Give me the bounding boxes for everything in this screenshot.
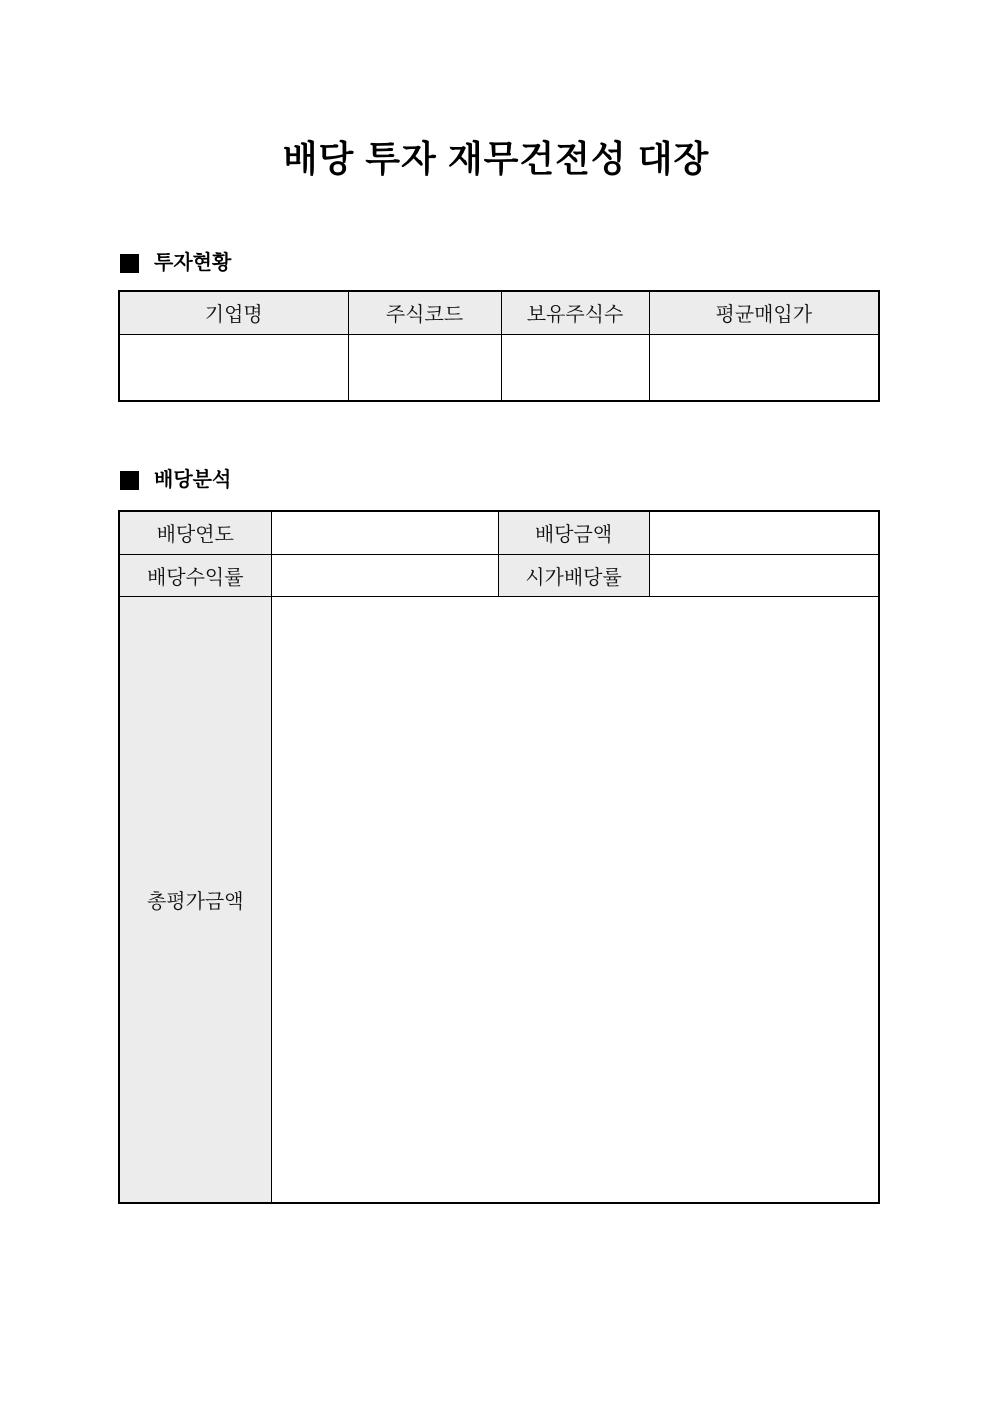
dividend-amount-label: 배당금액 xyxy=(498,511,649,554)
section-heading-investment-label: 투자현황 xyxy=(154,252,232,274)
column-header-shares-held: 보유주식수 xyxy=(501,291,649,334)
column-header-stock-code: 주식코드 xyxy=(348,291,501,334)
square-bullet-icon xyxy=(120,254,139,273)
column-header-company-name: 기업명 xyxy=(119,291,348,334)
column-header-avg-purchase-price: 평균매입가 xyxy=(649,291,879,334)
market-dividend-rate-cell xyxy=(649,554,879,596)
company-name-cell xyxy=(119,334,348,401)
shares-held-cell xyxy=(501,334,649,401)
table-row xyxy=(119,596,879,1203)
market-dividend-rate-label: 시가배당률 xyxy=(498,554,649,596)
dividend-yield-label: 배당수익률 xyxy=(119,554,271,596)
dividend-year-label: 배당연도 xyxy=(119,511,271,554)
avg-purchase-price-cell xyxy=(649,334,879,401)
section-heading-investment xyxy=(120,253,231,273)
dividend-year-cell xyxy=(271,511,498,554)
section-heading-dividend xyxy=(120,470,231,490)
total-valuation-cell xyxy=(271,596,879,1203)
dividend-yield-cell xyxy=(271,554,498,596)
dividend-analysis-table xyxy=(118,510,880,1204)
dividend-amount-cell xyxy=(649,511,879,554)
table-header-row xyxy=(119,291,879,334)
investment-status-table xyxy=(118,290,880,402)
page-title: 배당 투자 재무건전성 대장 xyxy=(282,138,710,179)
table-row xyxy=(119,334,879,401)
stock-code-cell xyxy=(348,334,501,401)
table-row xyxy=(119,554,879,596)
square-bullet-icon xyxy=(120,471,139,490)
section-heading-dividend-label: 배당분석 xyxy=(154,469,232,491)
table-row xyxy=(119,511,879,554)
total-valuation-label: 총평가금액 xyxy=(119,596,271,1203)
